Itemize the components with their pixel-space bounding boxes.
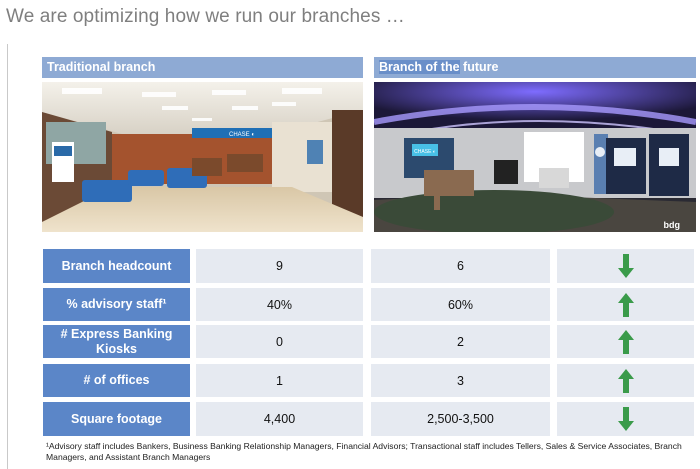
traditional-value: 4,400	[196, 402, 363, 436]
trend-cell	[557, 402, 694, 436]
bdg-logo: bdg	[663, 220, 680, 230]
future-value: 2,500-3,500	[371, 402, 550, 436]
future-value: 6	[371, 249, 550, 283]
traditional-value: 9	[196, 249, 363, 283]
traditional-value: 0	[196, 325, 363, 358]
arrow-down-icon	[618, 254, 634, 278]
future-header-highlight: Branch of the	[379, 60, 460, 74]
row-label: # of offices	[43, 364, 190, 397]
row-label: Branch headcount	[43, 249, 190, 283]
footnote: ¹Advisory staff includes Bankers, Business Banking Relationship Managers, Financial Advisors; Transactional staff includes Tellers, Sales & Service Associates, Branch Managers, and Assistant Branch Managers	[46, 441, 682, 462]
trend-cell	[557, 288, 694, 321]
future-value: 60%	[371, 288, 550, 321]
arrow-up-icon	[618, 293, 634, 317]
future-value: 2	[371, 325, 550, 358]
future-header-rest: future	[459, 60, 499, 74]
future-branch-photo	[374, 82, 696, 232]
traditional-branch-header	[42, 57, 363, 78]
slide-title: We are optimizing how we run our branches …	[6, 6, 405, 27]
arrow-up-icon	[618, 369, 634, 393]
row-label: Square footage	[43, 402, 190, 436]
traditional-branch-header-label: Traditional branch	[47, 60, 156, 74]
traditional-branch-photo	[42, 82, 363, 232]
trend-cell	[557, 364, 694, 397]
left-divider	[7, 44, 8, 469]
traditional-value: 40%	[196, 288, 363, 321]
trend-cell	[557, 249, 694, 283]
row-label: % advisory staff¹	[43, 288, 190, 321]
chase-sign-text: CHASE ◐	[229, 132, 255, 138]
row-label: # Express Banking Kiosks	[43, 325, 190, 358]
chase-screen-text: CHASE ◐	[414, 149, 436, 155]
arrow-down-icon	[618, 407, 634, 431]
arrow-up-icon	[618, 330, 634, 354]
future-branch-header	[374, 57, 696, 78]
future-value: 3	[371, 364, 550, 397]
trend-cell	[557, 325, 694, 358]
traditional-value: 1	[196, 364, 363, 397]
